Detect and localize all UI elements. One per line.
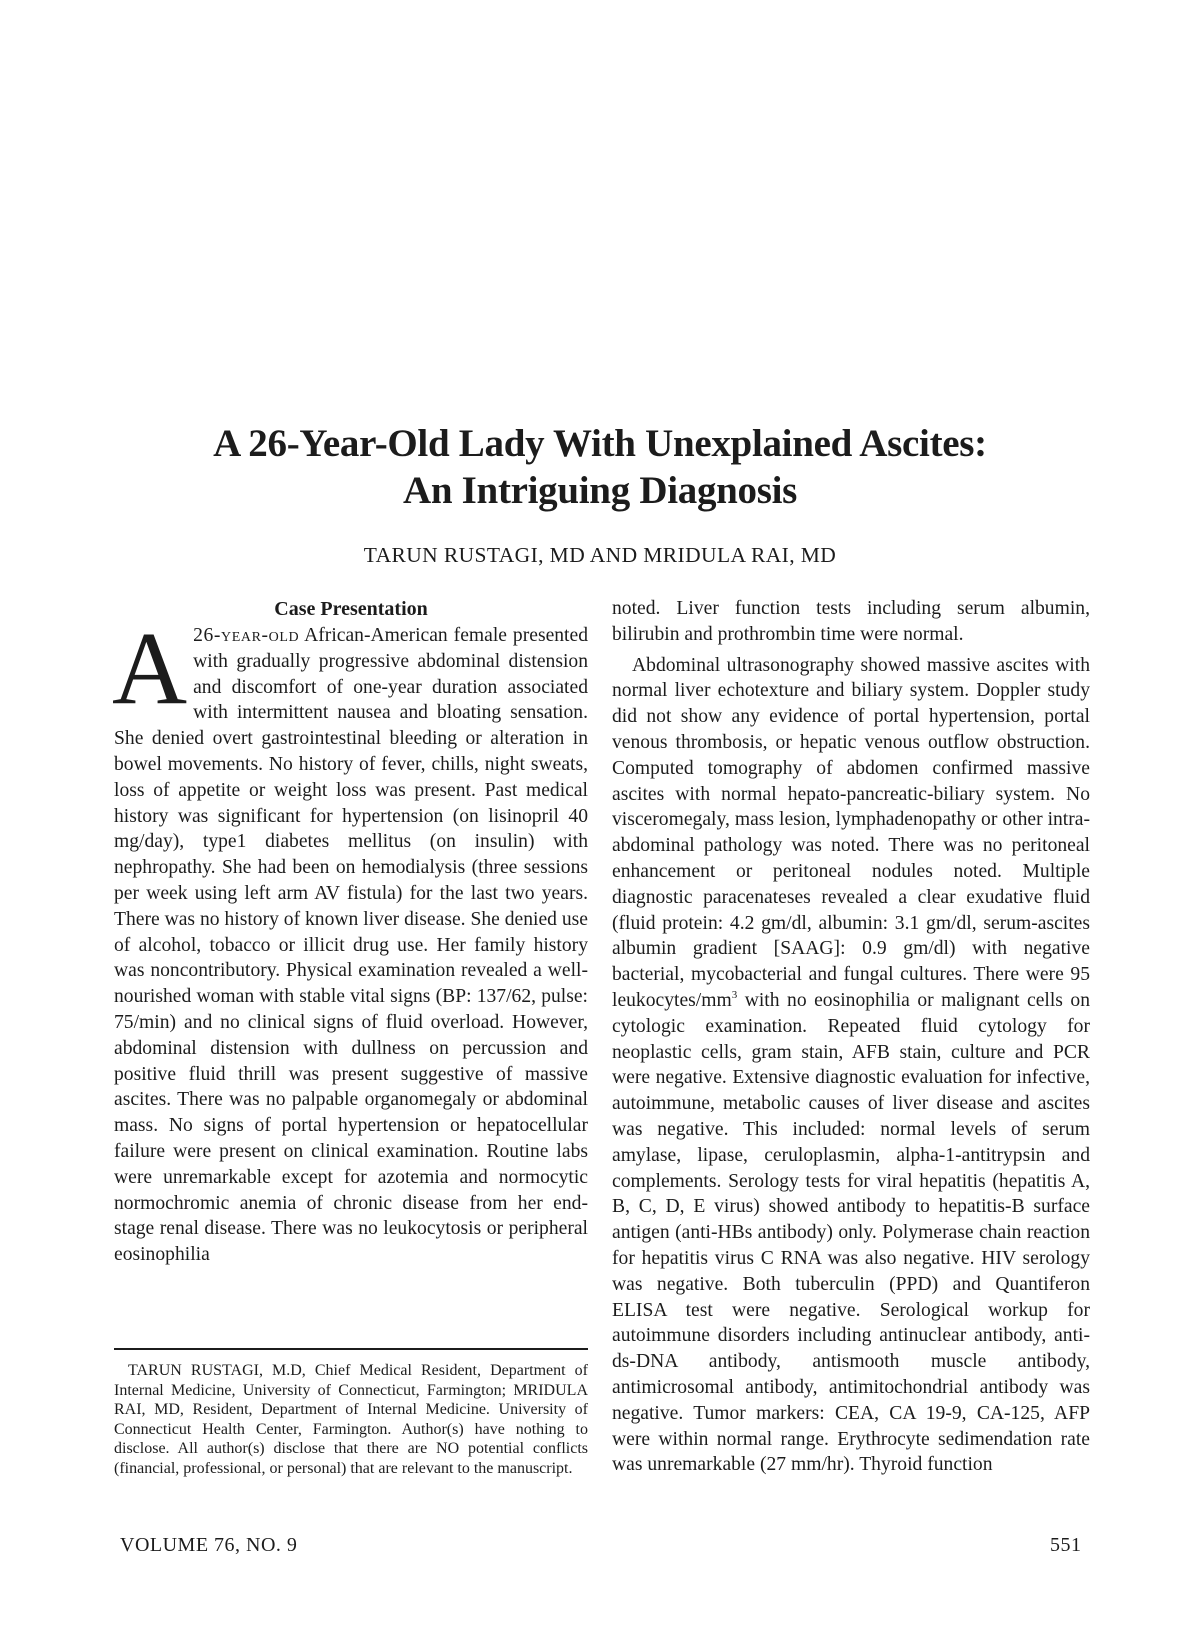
right-column-paragraph-2 xyxy=(612,653,1090,1479)
author-affiliation-footnote: TARUN RUSTAGI, M.D, Chief Medical Resident, Department of Internal Medicine, University of Connecticut, Farmington; MRIDULA RAI, MD, Resident, Department of Internal Medicine. University of Connecticut Health Center, Farmington. Author(s) have nothing to disclose. All author(s) disclose that there are NO potential conflicts (financial, professional, or personal) that are relevant to the manuscript. xyxy=(114,1362,588,1477)
section-heading: Case Presentation xyxy=(274,598,428,620)
paragraph-2-text-end: with no eosinophilia or malignant cells on cytologic examination. Repeated fluid cytology for neoplastic cells, gram stain, AFB stain, culture and PCR were negative. Extensive diagnostic evaluation for infective, autoimmune, metabolic causes of liver disease and ascites was negative. This included: normal levels of serum amylase, lipase, ceruloplasmin, alpha-1-antitrypsin and complements. Serology tests for viral hepatitis (hepatitis A, B, C, D, E virus) showed antibody to hepatitis-B surface antigen (anti-HBs antibody) only. Polymerase chain reaction for hepatitis virus C RNA was also negative. HIV serology was negative. Both tuberculin (PPD) and Quantiferon ELISA test were negative. Serological workup for autoimmune disorders including antinuclear antibody, anti-ds-DNA antibody, antismooth muscle antibody, antimicrosomal antibody, antimitochondrial antibody was negative. Tumor markers: CEA, CA 19-9, CA-125, AFP were within normal range. Erythrocyte sedimendation rate was unremarkable (27 mm/hr). Thyroid function xyxy=(612,989,1090,1476)
page-number: 551 xyxy=(1050,1534,1082,1556)
superscript-3: 3 xyxy=(731,988,738,1001)
left-column xyxy=(114,596,588,1268)
footnote-divider xyxy=(114,1348,588,1350)
case-presentation-text: African-American female presented with gradually progressive abdominal distension and discomfort of one-year duration associated with intermittent nausea and bloating sensation. She denied overt gastrointestinal bleeding or alteration in bowel movements. No history of fever, chills, night sweats, loss of appetite or weight loss was present. Past medical history was significant for hypertension (on lisinopril 40 mg/day), type1 diabetes mellitus (on insulin) with nephropathy. She had been on hemodialysis (three sessions per week using left arm AV fistula) for the last two years. There was no history of known liver disease. She denied use of alcohol, tobacco or illicit drug use. Her family history was noncontributory. Physical examination revealed a well-nourished woman with stable vital signs (BP: 137/62, pulse: 75/min) and no clinical signs of fluid overload. However, abdominal distension with dullness on percussion and positive fluid thrill was present suggestive of massive ascites. There was no palpable organomegaly or abdominal mass. No signs of portal hypertension or hepatocellular failure were present on clinical examination. Routine labs were unremarkable except for azotemia and normocytic normochromic anemia of chronic disease from her end-stage renal disease. There was no leukocytosis or peripheral eosinophilia xyxy=(114,625,588,1266)
journal-volume: VOLUME 76, NO. 9 xyxy=(120,1534,298,1556)
article-title-line-1: A 26-Year-Old Lady With Unexplained Ascites: xyxy=(213,422,987,465)
right-column xyxy=(612,596,1090,1478)
lead-in-small-caps: 26-year-old xyxy=(193,625,300,646)
drop-cap: A xyxy=(112,611,188,726)
case-presentation-paragraph xyxy=(112,611,588,1268)
article-title xyxy=(150,420,1050,514)
article-title-line-2: An Intriguing Diagnosis xyxy=(402,469,798,512)
author-byline: TARUN RUSTAGI, MD AND MRIDULA RAI, MD xyxy=(363,543,837,567)
paragraph-2-text-start: Abdominal ultrasonography showed massive ascites with normal liver echotexture and biliary system. Doppler study did not show any evidence of portal hypertension, portal venous thrombosis, or hepatic venous outflow obstruction. Computed tomography of abdomen confirmed massive ascites with normal hepato-pancreatic-biliary system. No visceromegaly, mass lesion, lymphadenopathy or other intra-abdominal pathology was noted. There was no peritoneal enhancement or peritoneal nodules noted. Multiple diagnostic paracenateses revealed a clear exudative fluid (fluid protein: 4.2 gm/dl, albumin: 3.1 gm/dl, serum-ascites albumin gradient [SAAG]: 0.9 gm/dl) with negative bacterial, mycobacterial and fungal cultures. There were 95 leukocytes/mm xyxy=(612,654,1090,1011)
right-column-paragraph-1: noted. Liver function tests including serum albumin, bilirubin and prothrombin time were normal. xyxy=(612,598,1090,645)
